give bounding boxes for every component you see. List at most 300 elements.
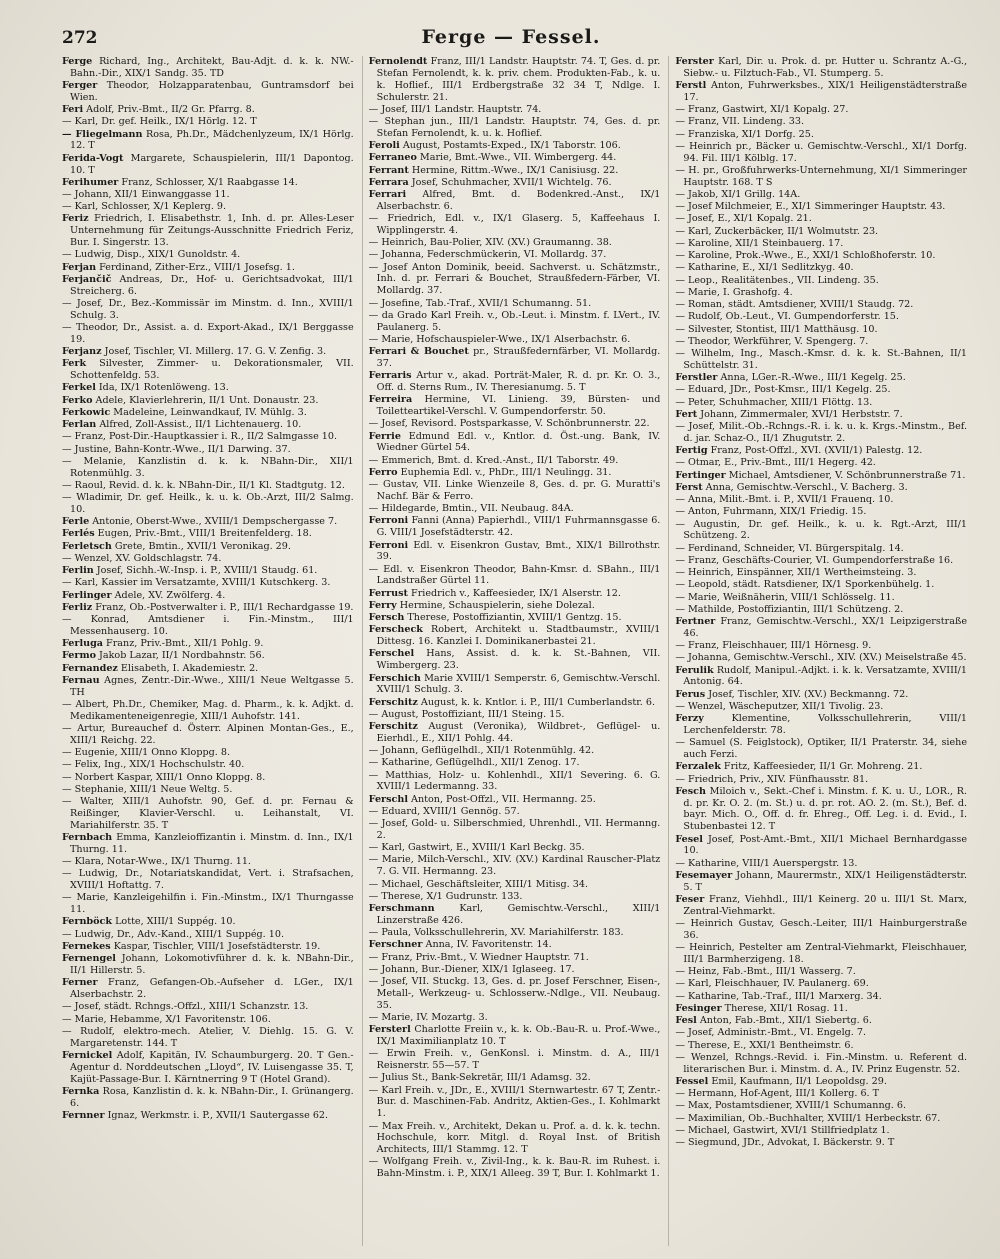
directory-entry [369, 540, 661, 564]
entry-text: Anna, Gemischtw.-Verschl., V. Bacherg. 3. [702, 481, 908, 493]
entry-surname: Ferschl [368, 793, 408, 805]
directory-entry [62, 419, 354, 431]
entry-text: — Hildegarde, Bmtin., VII. Neubaug. 84A. [368, 503, 574, 515]
entry-text: Kaspar, Tischler, VIII/1 Josefstädterstr. 19. [110, 940, 321, 952]
entry-surname: Feroli [368, 140, 400, 152]
directory-entry [62, 868, 354, 892]
directory-entry [675, 324, 967, 336]
directory-entry [675, 555, 967, 567]
entry-text: — Karl, Gastwirt, E., XVIII/1 Karl Beckg. 35. [368, 842, 585, 854]
directory-entry [675, 592, 967, 604]
entry-text: Theodor, Holzapparatenbau, Guntramsdorf bei Wien. [70, 80, 354, 103]
directory-entry [675, 213, 967, 225]
directory-entry [369, 165, 661, 177]
entry-text: — Konrad, Amtsdiener i. Fin.-Minstm., III/1 Messenhauserg. 10. [62, 614, 354, 637]
directory-entry [675, 250, 967, 262]
entry-text: Hermine, Schauspielerin, siehe Dolezal. [396, 599, 595, 611]
directory-entry [675, 786, 967, 833]
directory-entry [369, 564, 661, 588]
entry-text: — Franz, Fleischhauer, III/1 Hörnesg. 9. [675, 640, 872, 652]
column-3 [668, 56, 967, 1246]
directory-entry [675, 519, 967, 543]
entry-surname: Ferluga [62, 638, 103, 650]
entry-text: Therese, Postoffiziantin, XVIII/1 Gentzg. 15. [404, 612, 622, 624]
entry-text: — Johann, Bur.-Diener, XIX/1 Iglaseeg. 17. [368, 963, 575, 975]
directory-entry [62, 699, 354, 723]
entry-surname: Fernickel [62, 1049, 113, 1061]
entry-surname: Ferzalek [675, 761, 721, 773]
entry-surname: Ferstler [675, 372, 718, 384]
directory-entry [62, 892, 354, 916]
entry-text: — Wolfgang Freih. v., Zivil-Ing., k. k. Bau-R. im Ruhest. i. Bahn-Minstm. i. P., XIX/1 Alleeg. 39 T, Bur. I. Kohlmarkt 1. [368, 1156, 661, 1180]
entry-text: — Wladimir, Dr. gef. Heilk., k. u. k. Ob.-Arzt, III/2 Salmg. 10. [62, 492, 354, 515]
entry-text: Johann, Maurermstr., XIX/1 Heiligenstädterstr. 5. T [683, 869, 968, 893]
entry-surname: Ferraris [368, 370, 412, 382]
directory-entry [369, 479, 661, 503]
entry-text: — Michael, Geschäftsleiter, XIII/1 Mitisg. 34. [368, 878, 588, 890]
entry-text: Franz, Gefangen-Ob.-Aufseher d. LGer., IX/1 Alserbachstr. 2. [70, 977, 354, 1001]
directory-entry [675, 579, 967, 591]
entry-text: — Josefine, Tab.-Traf., XVII/1 Schumanng. 51. [368, 297, 592, 309]
entry-text: Anton, Fab.-Bmt., XII/1 Siebertg. 6. [696, 1015, 872, 1027]
directory-entry [675, 870, 967, 894]
entry-text: — Heinrich, Pestelter am Zentral-Viehmarkt, Fleischhauer, III/1 Barmherzigeng. 18. [675, 942, 968, 965]
entry-text: — Friedrich, Edl. v., IX/1 Glaserg. 5, Kaffeehaus I. Wipplingerstr. 4. [368, 213, 661, 236]
entry-text: — Ferdinand, Schneider, VI. Bürgerspitalg. 14. [675, 542, 904, 554]
entry-text: — Paula, Volksschullehrerin, XV. Mariahilferstr. 183. [368, 927, 624, 939]
entry-surname: Fesch [675, 785, 706, 797]
entry-text: Franz, III/1 Landstr. Hauptstr. 74. T, Ges. d. pr. Stefan Fernolendt, k. k. priv. chem. Produkten-Fab., k. u. k. Hoflief., III/1 Erdbergstraße 32 34 T, Ndlge. I. Schulerstr. 21. [376, 56, 661, 103]
directory-entry [62, 650, 354, 662]
entry-surname: Ferlés [62, 528, 95, 540]
directory-entry [675, 737, 967, 761]
entry-text: Margarete, Schauspielerin, III/1 Dapontog. 10. T [70, 152, 354, 176]
entry-surname: Ferry [368, 599, 397, 611]
entry-surname: Ferro [368, 466, 398, 478]
entry-surname: Ferger [62, 80, 98, 92]
entry-surname: Ferrari & Bouchet [368, 346, 469, 358]
entry-text: — Silvester, Stontist, III/1 Matthäusg. 10. [675, 323, 878, 335]
directory-entry [675, 80, 967, 104]
entry-text: — Karl, Schlosser, X/1 Keplerg. 9. [62, 201, 227, 213]
entry-surname: Fersch [368, 612, 405, 624]
entry-surname: Ferschel [368, 648, 415, 660]
entry-text: — Anna, Milit.-Bmt. i. P., XVII/1 Frauenq. 10. [675, 494, 894, 506]
entry-surname: Ferko [62, 394, 93, 406]
entry-text: Alfred, Bmt. d. Bodenkred.-Anst., IX/1 Alserbachstr. 6. [376, 189, 661, 212]
directory-entry [62, 262, 354, 274]
entry-surname: Ferle [62, 516, 90, 528]
entry-text: — Marie, Kanzleigehilfin i. Fin.-Minstm., IX/1 Thurngasse 11. [62, 892, 354, 916]
directory-entry [675, 761, 967, 773]
directory-entry [62, 541, 354, 553]
directory-entry [369, 818, 661, 842]
entry-text: — Johanna, Federschmückerin, VI. Mollardg. 37. [368, 249, 607, 261]
entry-surname: Fertinger [675, 469, 726, 481]
entry-text: — Walter, XIII/1 Auhofstr. 90, Gef. d. pr. Fernau & Reißinger, Klavier-Verschl. u. Leihanstalt, VI. Mariahilferstr. 35. T [62, 796, 354, 831]
entry-text: — Wenzel, Rchngs.-Revid. i. Fin.-Minstm. u. Referent d. literarischen Bur. i. Minstm. d. A., IV. Prinz Eugenstr. 52. [675, 1051, 968, 1075]
entry-text: Josef, Tischler, VI. Millerg. 17. G. V. Zenfig. 3. [101, 346, 327, 358]
directory-entry [369, 213, 661, 237]
directory-entry [369, 237, 661, 249]
entry-text: Klementine, Volksschullehrerin, VIII/1 Lerchenfelderstr. 78. [683, 713, 968, 736]
directory-entry [675, 1040, 967, 1052]
directory-entry [675, 494, 967, 506]
column-2 [362, 56, 661, 1246]
entry-text: — Karl, Dr. gef. Heilk., IX/1 Hörlg. 12. T [62, 116, 257, 128]
directory-entry [369, 310, 661, 334]
directory-entry [369, 624, 661, 648]
directory-entry [369, 394, 661, 418]
entry-text: Josef, Post-Amt.-Bmt., XII/1 Michael Bernhardgasse 10. [683, 833, 968, 857]
entry-text: — Jakob, XI/1 Grillg. 14A. [675, 189, 801, 201]
entry-text: Franz, Ob.-Postverwalter i. P., III/1 Rechardgasse 19. [92, 601, 354, 613]
directory-entry [62, 977, 354, 1001]
entry-text: — Josef, Gold- u. Silberschmied, Uhrenhdl., VII. Hermanng. 2. [368, 818, 661, 842]
entry-surname: Ferst [675, 481, 703, 493]
entry-text: — Josef, E., XI/1 Kopalg. 21. [675, 213, 812, 225]
directory-entry [369, 467, 661, 479]
entry-text: Elisabeth, I. Akademiestr. 2. [117, 662, 259, 674]
directory-entry [369, 757, 661, 769]
directory-entry [369, 503, 661, 515]
entry-text: — Roman, städt. Amtsdiener, XVIII/1 Staudg. 72. [675, 299, 914, 311]
entry-surname: Ferida-Vogt [62, 152, 124, 164]
entry-surname: Ferzy [675, 713, 704, 725]
directory-entry [675, 1113, 967, 1125]
directory-entry [62, 80, 354, 104]
directory-entry [675, 665, 967, 689]
entry-text: — Franziska, XI/1 Dorfg. 25. [675, 128, 814, 140]
directory-entry [369, 56, 661, 103]
directory-entry [62, 832, 354, 856]
entry-text: — Max Freih. v., Architekt, Dekan u. Prof. a. d. k. k. techn. Hochschule, korr. Mitgl. d. Royal Inst. of British Architects, III/1 Stammg. 12. T [368, 1120, 661, 1156]
entry-text: Friedrich, I. Elisabethstr. 1, Inh. d. pr. Alles-Leser Unternehmung für Zeitungs-Ausschnitte Friedrich Feriz, Bur. I. Singerstr. 13. [70, 213, 354, 249]
entry-text: — Franz, Post-Dir.-Hauptkassier i. R., II/2 Salmgasse 10. [62, 431, 338, 443]
directory-entry [369, 612, 661, 624]
entry-text: — Erwin Freih. v., GenKonsl. i. Minstm. d. A., III/1 Reisnerstr. 55—57. T [368, 1048, 661, 1072]
entry-text: — Artur, Bureauchef d. Österr. Alpinen Montan-Ges., E., XIII/1 Reichg. 22. [62, 723, 354, 746]
directory-entry [369, 721, 661, 745]
directory-entry [62, 916, 354, 928]
directory-entry [675, 141, 967, 165]
directory-entry [675, 336, 967, 348]
directory-entry [62, 407, 354, 419]
entry-surname: Ferkowic [62, 406, 111, 418]
entry-surname: Fertner [675, 616, 716, 628]
directory-entry [62, 553, 354, 565]
entry-text: — Leop., Realitätenbes., VII. Lindeng. 35. [675, 274, 879, 286]
directory-entry [62, 129, 354, 153]
entry-surname: Ferulik [675, 664, 714, 676]
entry-surname: Fert [675, 408, 698, 420]
entry-surname: Ferrie [368, 430, 401, 442]
directory-entry [62, 358, 354, 382]
entry-surname: Ferus [675, 688, 706, 700]
directory-entry [675, 1076, 967, 1088]
directory-entry [369, 709, 661, 721]
directory-entry [369, 1072, 661, 1084]
entry-text: — Karl Freih. v., JDr., E., XVIII/1 Sternwartestr. 67 T, Zentr.-Bur. d. Maschinen-Fab. Andritz, Aktien-Ges., I. Kohlmarkt 1. [368, 1084, 661, 1120]
entry-text: — Katharine, VIII/1 Auerspergstr. 13. [675, 857, 858, 869]
entry-text: Franz, Priv.-Bmt., XII/1 Pohlg. 9. [103, 638, 264, 650]
directory-entry [369, 794, 661, 806]
entry-surname: Ferlan [62, 419, 97, 431]
directory-entry [62, 104, 354, 116]
entry-text: — Hermann, Hof-Agent, III/1 Kollerg. 6. T [675, 1088, 880, 1100]
entry-text: Franz, Post-Offzl., XVI. (XVII/1) Palestg. 12. [707, 445, 923, 457]
entry-surname: Ferlin [62, 565, 94, 577]
entry-surname: Ferschner [368, 939, 423, 951]
entry-text: Hermine, VI. Linieng. 39, Bürsten- und Toiletteartikel-Verschl. V. Gumpendorferstr. 50. [376, 394, 661, 418]
entry-surname: Fesl [675, 1015, 697, 1027]
entry-text: Rosa, Kanzlistin d. k. k. NBahn-Dir., I. Grünangerg. 6. [70, 1085, 354, 1109]
entry-surname: — Fliegelmann [62, 128, 143, 140]
entry-text: Silvester, Zimmer- u. Dekorationsmaler, VII. Schottenfeldg. 53. [70, 358, 354, 382]
directory-entry [369, 842, 661, 854]
entry-surname: Ferschich [368, 672, 421, 684]
entry-text: — Franz, Priv.-Bmt., V. Wiedner Hauptstr. 71. [368, 951, 589, 963]
directory-entry [62, 953, 354, 977]
directory-entry [62, 614, 354, 638]
entry-text: — Marie, Milch-Verschl., XIV. (XV.) Kardinal Rauscher-Platz 7. G. VII. Hermanng. 23. [368, 854, 661, 878]
directory-entry [369, 431, 661, 455]
entry-text: — Katharine, Tab.-Traf., III/1 Marxerg. 34. [675, 990, 882, 1002]
directory-entry [675, 1100, 967, 1112]
entry-text: — Justine, Bahn-Kontr.-Wwe., II/1 Darwing. 37. [62, 443, 291, 455]
directory-entry [675, 1015, 967, 1027]
directory-entry [675, 1137, 967, 1149]
directory-entry [369, 964, 661, 976]
entry-surname: Ferk [62, 358, 87, 370]
directory-entry [369, 177, 661, 189]
directory-entry [62, 723, 354, 747]
directory-entry [62, 516, 354, 528]
directory-entry [369, 298, 661, 310]
entry-text: Karl, Gemischtw.-Verschl., XIII/1 Linzerstraße 426. [376, 903, 661, 926]
directory-entry [62, 675, 354, 699]
directory-entry [62, 565, 354, 577]
entry-text: Franz, Viehhdl., III/1 Keinerg. 20 u. III/1 St. Marx, Zentral-Viehmarkt. [683, 893, 968, 917]
entry-text: Adele, Klavierlehrerin, II/1 Unt. Donaustr. 23. [92, 394, 319, 406]
directory-entry [62, 431, 354, 443]
entry-text: — Johanna, Gemischtw.-Verschl., XIV. (XV.) Meiselstraße 45. [675, 652, 967, 664]
directory-entry [675, 506, 967, 518]
directory-entry [62, 213, 354, 249]
entry-text: Edmund Edl. v., Kntlor. d. Öst.-ung. Bank, IV. Wiedner Gürtel 54. [376, 430, 661, 454]
entry-surname: Feriz [62, 213, 89, 225]
directory-entry [675, 275, 967, 287]
directory-entry [369, 588, 661, 600]
entry-text: Ignaz, Werkmstr. i. P., XVII/1 Sautergasse 62. [104, 1109, 329, 1121]
entry-text: — Ludwig, Dr., Notariatskandidat, Vert. i. Strafsachen, XVIII/1 Hoftattg. 7. [62, 868, 354, 892]
entry-text: Eugen, Priv.-Bmt., VIII/1 Breitenfelderg. 18. [94, 528, 312, 540]
entry-surname: Ferkel [62, 382, 96, 394]
directory-entry [369, 976, 661, 1012]
entry-text: — Eduard, XVIII/1 Gennög. 57. [368, 805, 520, 817]
directory-entry [369, 939, 661, 951]
entry-text: Robert, Architekt u. Stadtbaumstr., XVIII/1 Dittesg. 16. Kanzlei I. Dominikanerbastei 21. [376, 624, 661, 648]
entry-text: — Franz, Gastwirt, XI/1 Kopalg. 27. [675, 104, 849, 116]
entry-text: — Wenzel, XV. Goldschlagstr. 74. [62, 552, 222, 564]
entry-text: — Karoline, Prok.-Wwe., E., XXI/1 Schloßhoferstr. 10. [675, 250, 936, 262]
directory-entry [675, 543, 967, 555]
directory-entry [369, 152, 661, 164]
entry-text: Hans, Assist. d. k. k. St.-Bahnen, VII. Wimbergerg. 23. [376, 648, 661, 672]
directory-entry [675, 238, 967, 250]
directory-entry [675, 397, 967, 409]
entry-text: — Josef, Milit.-Ob.-Rchngs.-R. i. k. u. k. Krgs.-Minstm., Bef. d. jar. Schaz-O., II/1 Zhugutstr. 2. [675, 421, 968, 444]
directory-entry [675, 421, 967, 445]
directory-entry [62, 456, 354, 480]
entry-text: Adolf, Priv.-Bmt., II/2 Gr. Pfarrg. 8. [83, 104, 255, 116]
entry-text: Agnes, Zentr.-Dir.-Wwe., XIII/1 Neue Weltgasse 5. TH [70, 674, 354, 698]
entry-text: — Heinrich Gustav, Gesch.-Leiter, III/1 Hainburgerstraße 36. [675, 918, 968, 941]
entry-text: — Therese, E., XXI/1 Bentheimstr. 6. [675, 1039, 854, 1051]
entry-surname: Ferster [675, 56, 714, 67]
entry-text: Euphemia Edl. v., PhDr., III/1 Neulingg. 31. [397, 466, 612, 478]
entry-text: Johann, Lokomotivführer d. k. k. NBahn-Dir., II/1 Hillerstr. 5. [70, 953, 354, 976]
entry-text: — H. pr., Großfuhrwerks-Unternehmung, XI/1 Simmeringer Hauptstr. 168. T S [675, 164, 968, 188]
entry-text: Karl, Dir. u. Prok. d. pr. Hutter u. Schrantz A.-G., Siebw.- u. Filztuch-Fab., VI. Stumperg. 5. [683, 56, 968, 79]
entry-text: — Marie, IV. Mozartg. 3. [368, 1011, 488, 1023]
directory-entry [675, 372, 967, 384]
directory-entry [675, 129, 967, 141]
entry-text: — Norbert Kaspar, XIII/1 Onno Kloppg. 8. [62, 771, 266, 783]
directory-entry [62, 249, 354, 261]
entry-text: — Stephanie, XIII/1 Neue Weltg. 5. [62, 783, 233, 795]
entry-text: pr., Straußfedernfärber, VI. Mollardg. 37. [376, 346, 661, 369]
entry-text: — Therese, X/1 Gudrunstr. 133. [368, 890, 523, 902]
entry-text: Charlotte Freiin v., k. k. Ob.-Bau-R. u. Prof.-Wwe., IX/1 Maximilianplatz 10. T [376, 1024, 661, 1048]
entry-text: — Peter, Schuhmacher, XIII/1 Flöttg. 13. [675, 396, 873, 408]
directory-entry [369, 770, 661, 794]
entry-text: — Katharine, Geflügelhdl., XII/1 Zenog. 17. [368, 757, 580, 769]
entry-text: — Leopold, städt. Ratsdiener, IX/1 Sporkenbühelg. 1. [675, 579, 935, 591]
entry-text: — Michael, Gastwirt, XVI/1 Stillfriedplatz 1. [675, 1124, 890, 1136]
entry-text: August (Veronika), Wildbret-, Geflügel- u. Eierhdl., E., XII/1 Pohlg. 44. [376, 721, 661, 744]
directory-entry [675, 189, 967, 201]
entry-text: Grete, Bmtin., XVII/1 Veronikag. 29. [111, 540, 291, 552]
entry-text: — Marie, Weißnäherin, VIII/1 Schlösselg. 11. [675, 591, 895, 603]
directory-entry [369, 1012, 661, 1024]
directory-entry [675, 1003, 967, 1015]
entry-text: — Heinrich, Einspänner, XII/1 Wertheimsteing. 3. [675, 567, 917, 579]
entry-text: Edl. v. Eisenkron Gustav, Bmt., XIX/1 Billrothstr. 39. [376, 539, 661, 563]
entry-text: Rudolf, Manipul.-Adjkt. i. k. k. Versatzamte, XVIII/1 Antonig. 64. [683, 664, 968, 688]
entry-text: Emil, Kaufmann, II/1 Leopoldsg. 29. [708, 1075, 887, 1087]
entry-text: — Edl. v. Eisenkron Theodor, Bahn-Kmsr. d. SBahn., III/1 Landstraßer Gürtel 11. [368, 563, 661, 587]
entry-text: — Friedrich, Priv., XIV. Fünfhausstr. 81. [675, 773, 869, 785]
entry-text: — Eugenie, XIII/1 Onno Kloppg. 8. [62, 747, 230, 759]
directory-entry [62, 929, 354, 941]
directory-entry [62, 1026, 354, 1050]
directory-entry [62, 796, 354, 832]
entry-surname: Fernka [62, 1085, 100, 1097]
directory-entry [675, 1052, 967, 1076]
directory-entry [675, 616, 967, 640]
directory-entry [369, 515, 661, 539]
entry-surname: Ferjan [62, 261, 97, 273]
directory-entry [675, 226, 967, 238]
entry-text: Fritz, Kaffeesieder, II/1 Gr. Mohreng. 21. [720, 761, 923, 773]
directory-entry [675, 858, 967, 870]
directory-entry [675, 942, 967, 966]
entry-text: — Felix, Ing., XIX/1 Hochschulstr. 40. [62, 759, 245, 771]
entry-text: Artur v., akad. Porträt-Maler, R. d. pr. Kr. O. 3., Off. d. Sterns Rum., IV. Theresianumg. 5. T [376, 370, 661, 394]
entry-surname: Ferschitz [368, 721, 418, 733]
entry-surname: Ferliz [62, 601, 93, 613]
directory-entry [369, 854, 661, 878]
directory-entry [675, 299, 967, 311]
directory-entry [62, 177, 354, 189]
entry-text: — Mathilde, Postoffiziantin, III/1 Schützeng. 2. [675, 603, 904, 615]
entry-text: — Theodor, Dr., Assist. a. d. Export-Akad., IX/1 Berggasse 19. [62, 322, 354, 345]
directory-entry [675, 774, 967, 786]
directory-entry [62, 528, 354, 540]
directory-entry [369, 262, 661, 298]
entry-text: Anna, LGer.-R.-Wwe., III/1 Kegelg. 25. [717, 372, 906, 384]
column-1 [62, 56, 354, 1246]
directory-entry [675, 701, 967, 713]
directory-entry [62, 759, 354, 771]
entry-surname: Ferreira [368, 394, 413, 406]
entry-text: — Wenzel, Wäscheputzer, XII/1 Tivolig. 23. [675, 700, 884, 712]
entry-text: — Josef, Dr., Bez.-Kommissär im Minstm. d. Inn., XVIII/1 Schulg. 3. [62, 297, 354, 321]
directory-entry [62, 1014, 354, 1026]
entry-surname: Fernböck [62, 916, 113, 928]
directory-entry [675, 457, 967, 469]
directory-entry [369, 1121, 661, 1157]
entry-text: Josef, Sichh.-W.-Insp. i. P., XVIII/1 Staudg. 61. [93, 565, 318, 577]
directory-entry [369, 116, 661, 140]
entry-surname: Ferstl [675, 80, 707, 92]
entry-surname: Ferschmann [368, 903, 435, 915]
entry-text: — Karl, Zuckerbäcker, II/1 Wolmutstr. 23. [675, 225, 879, 237]
entry-text: — Julius St., Bank-Sekretär, III/1 Adamsg. 32. [368, 1072, 591, 1084]
entry-text: Johann, Zimmermaler, XVI/1 Herbststr. 7. [697, 408, 903, 420]
directory-entry [675, 1088, 967, 1100]
directory-entry [62, 444, 354, 456]
entry-surname: Fermo [62, 650, 96, 662]
entry-text: — Johann, Geflügelhdl., XII/1 Rotenmühlg. 42. [368, 745, 595, 757]
entry-surname: Feser [675, 893, 705, 905]
directory-entry [62, 153, 354, 177]
directory-columns [62, 56, 967, 1246]
directory-entry [369, 673, 661, 697]
entry-text: Hermine, Rittm.-Wwe., IX/1 Canisiusg. 22. [408, 164, 619, 176]
directory-entry [62, 590, 354, 602]
entry-text: — Wilhelm, Ing., Masch.-Kmsr. d. k. k. St.-Bahnen, II/1 Schüttelstr. 31. [675, 348, 968, 371]
entry-surname: Ferraneo [368, 152, 417, 164]
directory-entry [62, 638, 354, 650]
entry-text: — August, Postoffiziant, III/1 Steing. 15. [368, 708, 565, 720]
directory-entry [675, 604, 967, 616]
entry-text: Franz, Gemischtw.-Verschl., XX/1 Leipzigerstraße 46. [683, 616, 968, 639]
directory-entry [675, 689, 967, 701]
directory-entry [369, 648, 661, 672]
entry-surname: Ferroni [368, 515, 409, 527]
entry-surname: Ferner [62, 977, 98, 989]
directory-entry [675, 409, 967, 421]
directory-entry [62, 772, 354, 784]
entry-surname: Fernekes [62, 940, 111, 952]
directory-entry [675, 834, 967, 858]
directory-entry [675, 1027, 967, 1039]
entry-text: — Franz, VII. Lindeng. 33. [675, 116, 805, 128]
entry-text: Adolf, Kapitän, IV. Schaumburgerg. 20. T Gen.-Agentur d. Norddeutschen „Lloyd“, IV. Luisengasse 35. T, Kajüt-Passage-Bur. I. Kärntnerring 9 T (Hotel Grand). [70, 1049, 354, 1085]
entry-text: — Rudolf, elektro-mech. Atelier, V. Diehlg. 15. G. V. Margaretenstr. 144. T [62, 1025, 354, 1049]
